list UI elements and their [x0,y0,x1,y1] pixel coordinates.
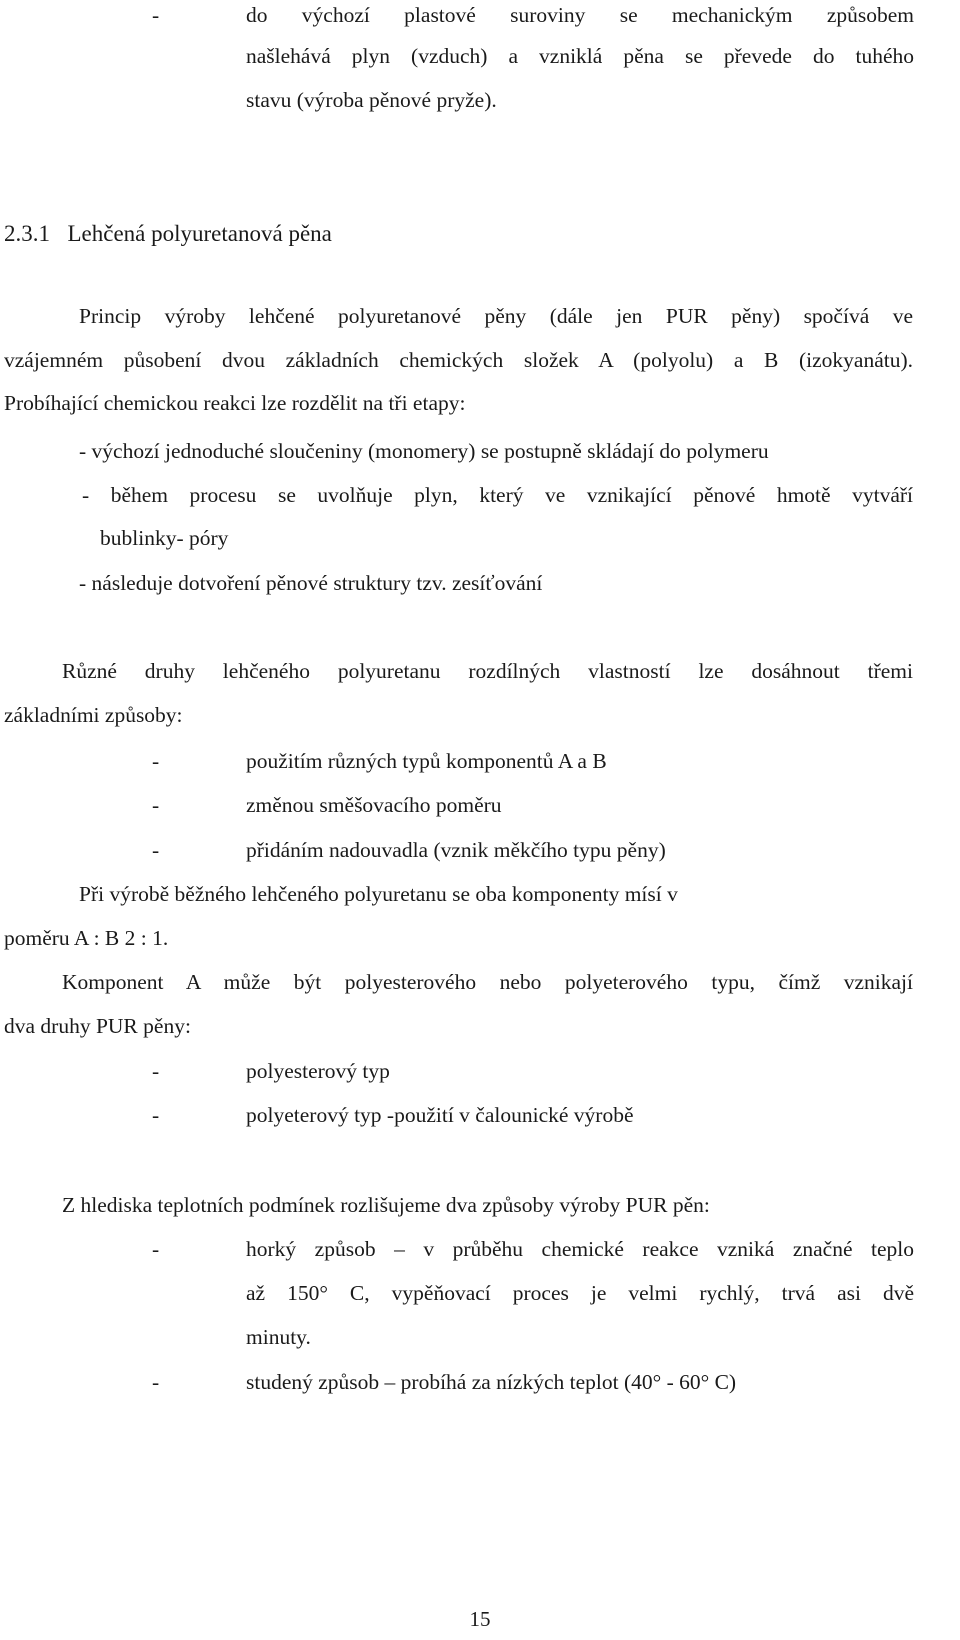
stage-item-continuation: bublinky- póry [100,526,229,550]
list-item-line: našlehává plyn (vzduch) a vzniklá pěna se převede do tuhého [246,44,914,68]
paragraph-line: Probíhající chemickou reakci lze rozdělit na tři etapy: [4,391,466,415]
page-number: 15 [469,1607,491,1631]
list-dash: - [152,1059,160,1083]
paragraph-line: vzájemném působení dvou základních chemických složek A (polyolu) a B (izokyanátu). [4,348,913,372]
list-dash: - [152,1370,160,1394]
list-item: změnou směšovacího poměru [246,793,502,817]
paragraph-line: Při výrobě běžného lehčeného polyuretanu se oba komponenty mísí v [79,882,678,906]
list-item: přidáním nadouvadla (vznik měkčího typu pěny) [246,838,666,862]
list-dash: - [152,838,160,862]
paragraph-line: Princip výroby lehčené polyuretanové pěny (dále jen PUR pěny) spočívá ve [79,304,913,328]
list-item: studený způsob – probíhá za nízkých teplot (40° - 60° C) [246,1370,737,1394]
list-dash: - [152,1103,160,1127]
list-item-line: horký způsob – v průběhu chemické reakce vzniká značné teplo [246,1237,914,1261]
list-item: polyesterový typ [246,1059,390,1083]
list-item: polyeterový typ -použití v čalounické výrobě [246,1103,634,1127]
list-dash: - [152,3,160,27]
section-number: 2.3.1 [4,221,50,246]
paragraph-line: Z hlediska teplotních podmínek rozlišujeme dva způsoby výroby PUR pěn: [62,1193,710,1217]
list-item-line: stavu (výroba pěnové pryže). [246,88,497,112]
paragraph-line: Různé druhy lehčeného polyuretanu rozdílných vlastností lze dosáhnout třemi [62,659,913,683]
stage-item: - během procesu se uvolňuje plyn, který ve vznikající pěnové hmotě vytváří [82,483,913,507]
list-dash: - [152,793,160,817]
list-dash: - [152,1237,160,1261]
list-item-line: do výchozí plastové suroviny se mechanickým způsobem [246,3,914,27]
paragraph-line: poměru A : B 2 : 1. [4,926,169,950]
list-item-line: až 150° C, vypěňovací proces je velmi rychlý, trvá asi dvě [246,1281,914,1305]
list-dash: - [152,749,160,773]
paragraph-line: základními způsoby: [4,703,183,727]
section-heading [4,222,332,245]
paragraph-line: dva druhy PUR pěny: [4,1014,191,1038]
stage-item: - výchozí jednoduché sloučeniny (monomery) se postupně skládají do polymeru [79,439,769,463]
list-item: použitím různých typů komponentů A a B [246,749,607,773]
stage-item: - následuje dotvoření pěnové struktury tzv. zesíťování [79,571,543,595]
paragraph-line: Komponent A může být polyesterového nebo polyeterového typu, čímž vznikají [62,970,913,994]
section-title: Lehčená polyuretanová pěna [67,221,332,246]
list-item-line: minuty. [246,1325,311,1349]
